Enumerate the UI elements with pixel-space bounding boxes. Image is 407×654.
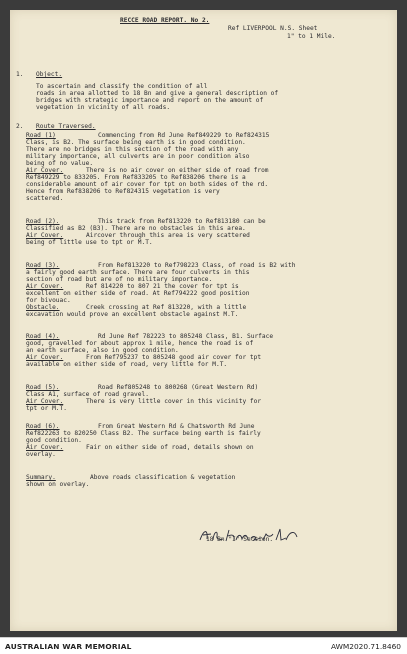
road-sub-label: Obstacle. [26, 304, 60, 311]
unit-section: 18 Bn "I" Section. [206, 536, 274, 543]
road-sub-line: tpt or M.T. [26, 405, 67, 412]
summary-line: shown on overlay. [26, 481, 90, 488]
road-description-line: Class, is B2. The surface being earth is in good condition. [26, 139, 246, 146]
road-sub-line: available on either side of road, very little for M.T. [26, 361, 228, 368]
road-description-line: good condition. [26, 437, 82, 444]
road-sub-line: scattered. [26, 195, 64, 202]
road-label: Road (2). [26, 218, 60, 225]
footer-institution: AUSTRALIAN WAR MEMORIAL [5, 642, 132, 651]
section-1-heading: Object. [36, 71, 63, 78]
road-sub-line: Hence from Ref838206 to Ref824315 vegetation is very [26, 188, 220, 195]
archive-footer [0, 637, 407, 654]
report-title: RECCE ROAD REPORT. No 2. [120, 17, 210, 24]
road-sub-line: From Ref795237 to 805248 good air cover for tpt [86, 354, 262, 361]
road-sub-line: Creek crossing at Ref 813220, with a little [86, 304, 247, 311]
road-description-line: Rd June Ref 782223 to 805248 Class, B1. Surface [98, 333, 274, 340]
road-description-line: This track from Ref813220 to Ref813180 can be [98, 218, 266, 225]
road-sub-label: Air Cover. [26, 398, 64, 405]
road-label: Road (3). [26, 262, 60, 269]
road-sub-line: There is no air cover on either side of road from [86, 167, 269, 174]
road-sub-label: Air Cover. [26, 283, 64, 290]
road-description-line: being of no value. [26, 160, 94, 167]
section-1-number: 1. [16, 71, 24, 78]
road-label: Road (6). [26, 423, 60, 430]
section-1-text: To ascertain and classify the condition of all roads in area allotted to 18 Bn and give a general description of bridges with strategic importance and report on the amount of vegetation in vicinity of all roads. [36, 83, 279, 111]
road-description-line: an earth surface, also in good condition. [26, 347, 179, 354]
summary-line: Above roads classification & vegetation [90, 474, 236, 481]
reference-line-1: Ref LIVERPOOL N.S. Sheet [228, 25, 318, 32]
road-sub-line: Ref849229 to 833205. From Ref833205 to Ref838206 there is a [26, 174, 246, 181]
road-description-line: From Ref813220 to Ref798223 Class, of road is B2 with [98, 262, 296, 269]
road-sub-line: Ref 814220 to 807 21 the cover for tpt is [86, 283, 239, 290]
road-description-line: good, gravelled for about approx 1 mile, hence the road is of [26, 340, 254, 347]
reference-line-2: 1" to 1 Mile. [287, 33, 336, 40]
road-sub-label: Air Cover. [26, 232, 64, 239]
road-sub-line: overlay. [26, 451, 56, 458]
road-description-line: Ref822263 to 820250 Class B2. The surface being earth is fairly [26, 430, 261, 437]
road-description-line: Class A1, surface of road gravel. [26, 391, 149, 398]
road-sub-line: excellent on either side of road. At Ref794222 good position [26, 290, 250, 297]
road-sub-label: Air Cover. [26, 354, 64, 361]
road-label: Road (4). [26, 333, 60, 340]
road-sub-line: excavation would prove an excellent obstacle against M.T. [26, 311, 239, 318]
road-sub-line: considerable amount of air cover for tpt on both sides of the rd. [26, 181, 269, 188]
road-label: Road (5). [26, 384, 60, 391]
road-description-line: section of road but are of no military importance. [26, 276, 213, 283]
road-description-line: From Great Western Rd & Chatsworth Rd June [98, 423, 255, 430]
road-sub-label: Air Cover. [26, 444, 64, 451]
road-description-line: Commencing from Rd June Ref849229 to Ref824315 [98, 132, 270, 139]
document-page [10, 10, 397, 631]
road-description-line: There are no bridges in this section of the road with any [26, 146, 239, 153]
road-sub-line: Aircover through this area is very scattered [86, 232, 250, 239]
road-sub-line: There is very little cover in this vicinity for [86, 398, 262, 405]
summary-label: Summary. [26, 474, 56, 481]
section-2-heading: Route Traversed. [36, 123, 96, 130]
footer-accession-number: AWM2020.71.8460 [330, 642, 401, 651]
road-label: Road (1) [26, 132, 56, 139]
road-description-line: Road Ref805248 to 800268 (Great Western Rd) [98, 384, 259, 391]
road-description-line: military importance, all culverts are in poor condition also [26, 153, 250, 160]
road-sub-label: Air Cover. [26, 167, 64, 174]
section-2-number: 2. [16, 123, 24, 130]
road-sub-line: for bivouac. [26, 297, 71, 304]
road-description-line: Classified as B2 (B3). There are no obstacles in this area. [26, 225, 246, 232]
road-sub-line: being of little use to tpt or M.T. [26, 239, 153, 246]
road-sub-line: Fair on either side of road, details shown on [86, 444, 254, 451]
road-description-line: a fairly good earth surface. There are four culverts in this [26, 269, 250, 276]
